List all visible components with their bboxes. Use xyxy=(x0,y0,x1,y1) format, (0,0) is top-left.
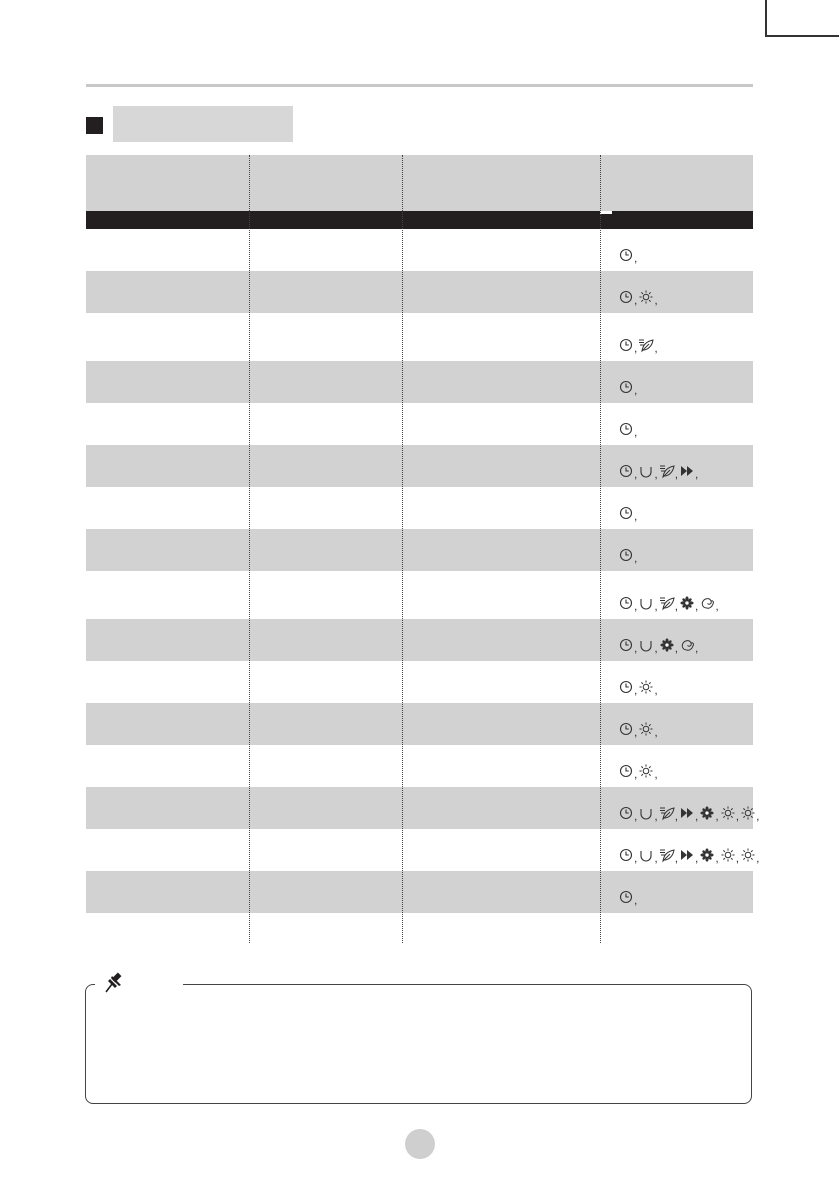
note-box xyxy=(85,984,752,1104)
clock-icon xyxy=(618,547,634,563)
table-row xyxy=(86,745,753,787)
cell-program xyxy=(86,619,249,661)
icon-separator: , xyxy=(654,467,658,481)
table-row xyxy=(86,787,760,829)
top-rule xyxy=(86,84,753,87)
icon-separator: , xyxy=(715,851,719,865)
fast-forward-icon xyxy=(679,805,695,821)
cell-program xyxy=(86,829,249,871)
cell-program xyxy=(86,229,249,271)
cell-load xyxy=(402,361,600,403)
icon-separator: , xyxy=(634,425,638,439)
clock-icon xyxy=(618,763,634,779)
icon-separator: , xyxy=(634,551,638,565)
cell-load xyxy=(402,871,600,913)
clock-icon xyxy=(618,463,634,479)
table-row xyxy=(86,229,753,271)
icon-separator: , xyxy=(634,725,638,739)
program-options-table xyxy=(86,155,760,913)
clock-icon xyxy=(618,289,634,305)
icon-separator: , xyxy=(715,599,719,613)
cup-icon xyxy=(638,595,654,611)
leaf-icon xyxy=(659,595,675,611)
icon-separator: , xyxy=(654,599,658,613)
option-icons xyxy=(618,463,699,479)
header-dark-rule xyxy=(86,211,753,229)
icon-separator: , xyxy=(695,851,699,865)
table-row xyxy=(86,829,760,871)
option-icons xyxy=(618,289,659,305)
table-row xyxy=(86,487,753,529)
option-icons xyxy=(618,763,659,779)
crop-mark-vertical xyxy=(765,0,767,36)
sun-icon xyxy=(740,805,756,821)
table-row xyxy=(86,619,753,661)
icon-separator: , xyxy=(756,851,760,865)
table-body xyxy=(86,229,760,913)
flower-icon xyxy=(679,595,695,611)
header-cell-program xyxy=(86,155,249,211)
cell-program xyxy=(86,787,249,829)
cell-load xyxy=(402,445,600,487)
icon-separator: , xyxy=(654,341,658,355)
cell-load xyxy=(402,703,600,745)
icon-separator: , xyxy=(654,293,658,307)
table-row xyxy=(86,313,753,361)
cell-temperature xyxy=(249,271,402,313)
cell-load xyxy=(402,745,600,787)
table-row xyxy=(86,529,753,571)
icon-separator: , xyxy=(695,467,699,481)
sun-icon xyxy=(638,289,654,305)
cup-icon xyxy=(638,805,654,821)
cell-program xyxy=(86,487,249,529)
column-divider xyxy=(600,155,601,943)
cell-load xyxy=(402,787,600,829)
pushpin-icon xyxy=(97,968,127,998)
sun-icon xyxy=(638,679,654,695)
icon-separator: , xyxy=(654,851,658,865)
column-divider xyxy=(402,155,403,943)
icon-separator: , xyxy=(634,251,638,265)
table-row xyxy=(86,871,753,913)
swirl-icon xyxy=(679,637,695,653)
cell-program xyxy=(86,661,249,703)
option-icons xyxy=(618,421,638,437)
table-row xyxy=(86,403,753,445)
fast-forward-icon xyxy=(679,847,695,863)
table-row xyxy=(86,445,753,487)
table-row xyxy=(86,361,753,403)
icon-separator: , xyxy=(735,851,740,865)
option-icons xyxy=(618,547,638,563)
cell-program xyxy=(86,313,249,361)
cell-program xyxy=(86,361,249,403)
option-icons xyxy=(618,889,638,905)
column-divider xyxy=(249,155,250,943)
cell-load xyxy=(402,403,600,445)
cell-program xyxy=(86,871,249,913)
icon-separator: , xyxy=(695,599,699,613)
icon-separator: , xyxy=(634,809,638,823)
clock-icon xyxy=(618,805,634,821)
cell-temperature xyxy=(249,829,402,871)
flower-icon xyxy=(699,847,715,863)
cell-load xyxy=(402,619,600,661)
cell-load xyxy=(402,571,600,619)
cup-icon xyxy=(638,847,654,863)
cell-temperature xyxy=(249,487,402,529)
sun-icon xyxy=(740,847,756,863)
cell-temperature xyxy=(249,871,402,913)
clock-icon xyxy=(618,337,634,353)
clock-icon xyxy=(618,721,634,737)
cell-temperature xyxy=(249,229,402,271)
clock-icon xyxy=(618,889,634,905)
table-row xyxy=(86,703,753,745)
icon-separator: , xyxy=(695,809,699,823)
icon-separator: , xyxy=(634,383,638,397)
option-icons xyxy=(618,637,699,653)
cell-temperature xyxy=(249,529,402,571)
table-row xyxy=(86,661,753,703)
swirl-icon xyxy=(699,595,715,611)
icon-separator: , xyxy=(634,851,638,865)
cell-temperature xyxy=(249,361,402,403)
cell-load xyxy=(402,313,600,361)
header-cell-temperature xyxy=(249,155,402,211)
clock-icon xyxy=(618,505,634,521)
icon-separator: , xyxy=(654,809,658,823)
leaf-icon xyxy=(659,805,675,821)
cell-temperature xyxy=(249,313,402,361)
fast-forward-icon xyxy=(679,463,695,479)
cell-program xyxy=(86,745,249,787)
option-icons xyxy=(618,847,760,863)
option-icons xyxy=(618,721,659,737)
table-row xyxy=(86,271,753,313)
icon-separator: , xyxy=(634,893,638,907)
header-cell-load xyxy=(402,155,600,211)
icon-separator: , xyxy=(674,851,679,865)
icon-separator: , xyxy=(654,683,658,697)
icon-separator: , xyxy=(634,467,638,481)
cup-icon xyxy=(638,463,654,479)
icon-separator: , xyxy=(674,599,679,613)
cell-temperature xyxy=(249,745,402,787)
cell-load xyxy=(402,529,600,571)
icon-separator: , xyxy=(674,641,679,655)
clock-icon xyxy=(618,379,634,395)
icon-separator: , xyxy=(674,467,679,481)
clock-icon xyxy=(618,637,634,653)
clock-icon xyxy=(618,421,634,437)
table-header xyxy=(86,155,753,211)
icon-separator: , xyxy=(634,767,638,781)
sun-icon xyxy=(638,721,654,737)
cell-temperature xyxy=(249,661,402,703)
section-title-box xyxy=(113,106,293,142)
leaf-icon xyxy=(659,847,675,863)
sun-icon xyxy=(638,763,654,779)
cell-program xyxy=(86,571,249,619)
icon-separator: , xyxy=(634,509,638,523)
option-icons xyxy=(618,595,720,611)
crop-mark-horizontal xyxy=(765,35,839,37)
icon-separator: , xyxy=(634,599,638,613)
leaf-icon xyxy=(638,337,654,353)
table-row xyxy=(86,571,753,619)
icon-separator: , xyxy=(715,809,719,823)
cell-temperature xyxy=(249,787,402,829)
cell-temperature xyxy=(249,703,402,745)
option-icons xyxy=(618,379,638,395)
cell-temperature xyxy=(249,445,402,487)
cell-program xyxy=(86,703,249,745)
icon-separator: , xyxy=(634,683,638,697)
icon-separator: , xyxy=(756,809,760,823)
leaf-icon xyxy=(659,463,675,479)
icon-separator: , xyxy=(674,809,679,823)
icon-separator: , xyxy=(634,341,638,355)
cell-program xyxy=(86,445,249,487)
page-number-badge xyxy=(405,1129,435,1159)
icon-separator: , xyxy=(654,641,658,655)
cell-program xyxy=(86,271,249,313)
clock-icon xyxy=(618,679,634,695)
section-bullet-square xyxy=(86,117,103,134)
flower-icon xyxy=(699,805,715,821)
option-icons xyxy=(618,679,659,695)
cell-load xyxy=(402,661,600,703)
cell-temperature xyxy=(249,571,402,619)
cell-program xyxy=(86,529,249,571)
cell-load xyxy=(402,829,600,871)
icon-separator: , xyxy=(695,641,699,655)
sun-icon xyxy=(720,847,736,863)
cell-load xyxy=(402,271,600,313)
cup-icon xyxy=(638,637,654,653)
flower-icon xyxy=(659,637,675,653)
header-cell-options xyxy=(600,155,753,211)
cell-load xyxy=(402,229,600,271)
option-icons xyxy=(618,805,760,821)
cell-temperature xyxy=(249,403,402,445)
icon-separator: , xyxy=(634,293,638,307)
option-icons xyxy=(618,337,659,353)
icon-separator: , xyxy=(735,809,740,823)
sun-icon xyxy=(720,805,736,821)
clock-icon xyxy=(618,595,634,611)
clock-icon xyxy=(618,247,634,263)
icon-separator: , xyxy=(654,725,658,739)
option-icons xyxy=(618,247,638,263)
icon-separator: , xyxy=(654,767,658,781)
clock-icon xyxy=(618,847,634,863)
cell-load xyxy=(402,487,600,529)
cell-temperature xyxy=(249,619,402,661)
icon-separator: , xyxy=(634,641,638,655)
option-icons xyxy=(618,505,638,521)
cell-program xyxy=(86,403,249,445)
